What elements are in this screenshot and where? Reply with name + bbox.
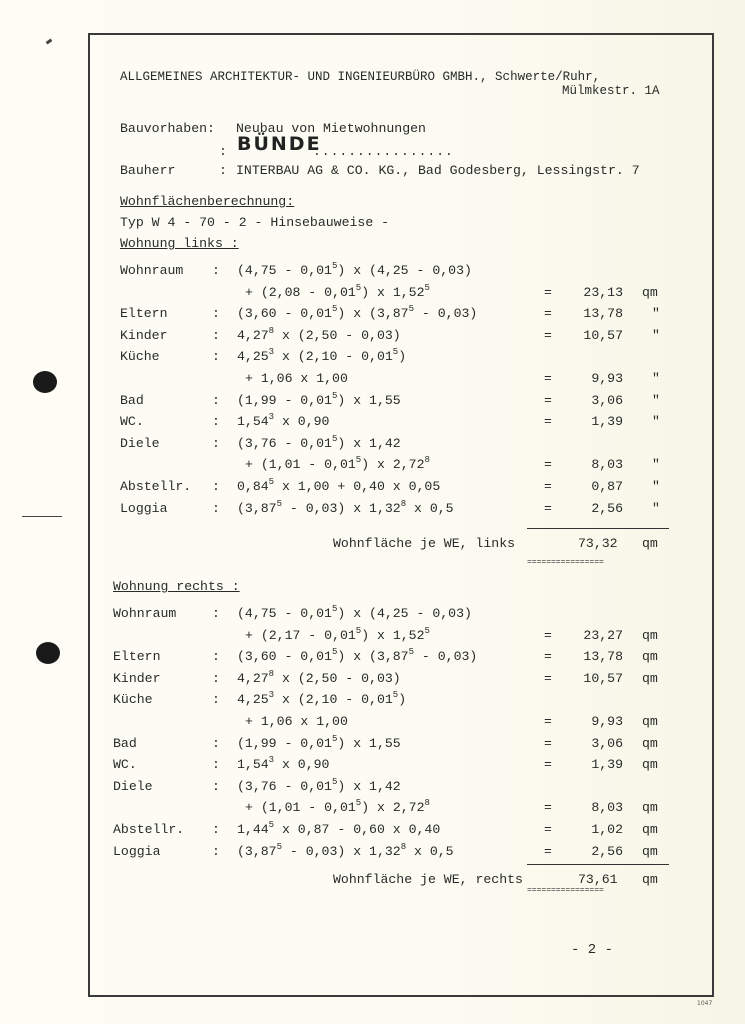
equals-sign: = <box>544 757 552 773</box>
formula <box>237 649 477 665</box>
formula-part: ) <box>398 349 407 365</box>
row-colon: : <box>212 606 220 621</box>
equals-sign: = <box>544 714 552 729</box>
rechts-double-underline: ================ <box>527 886 604 895</box>
area-unit: " <box>652 479 660 494</box>
formula-part: 1,54 <box>237 757 269 773</box>
formula-part: (1,99 - 0,01 <box>237 735 332 751</box>
formula-part: ) x 2,72 <box>361 457 425 473</box>
formula-part: (4,75 - 0,01 <box>237 606 332 621</box>
formula-part: + (2,17 - 0,01 <box>245 627 356 643</box>
area-unit: qm <box>642 649 658 665</box>
formula-part: ) x 1,42 <box>337 435 401 451</box>
formula <box>237 776 401 795</box>
formula-superscript: 5 <box>331 733 338 744</box>
area-unit: " <box>652 306 660 322</box>
formula-part: x (2,50 - 0,03) <box>274 670 401 686</box>
rechts-total-unit: qm <box>642 872 658 887</box>
equals-sign: = <box>544 822 552 837</box>
place-dots: ................ <box>313 144 454 159</box>
formula-part: ) x (4,25 - 0,03) <box>337 606 472 621</box>
formula-part: ) x 1,52 <box>361 284 425 300</box>
rechts-total-label: Wohnfläche je WE, rechts <box>333 872 523 887</box>
formula-part: x 0,5 <box>406 843 454 859</box>
area-value: 10,57 <box>583 670 623 686</box>
formula <box>245 625 430 644</box>
formula-superscript: 5 <box>276 841 282 852</box>
formula-superscript: 5 <box>408 647 415 658</box>
formula-part: 0,84 <box>237 479 269 494</box>
area-value: 3,06 <box>591 392 623 408</box>
area-unit: qm <box>642 284 658 300</box>
row-colon: : <box>212 414 220 430</box>
links-double-underline: ================ <box>527 558 604 567</box>
formula-part: (1,99 - 0,01 <box>237 392 332 408</box>
area-unit: qm <box>642 843 658 859</box>
punch-hole-top <box>33 371 57 393</box>
formula-superscript: 5 <box>268 820 275 830</box>
formula-part: - 0,03) <box>414 306 478 322</box>
room-name: Loggia <box>113 843 161 859</box>
fold-mark <box>22 516 62 517</box>
formula-superscript: 5 <box>331 304 338 315</box>
row-colon: : <box>212 327 220 343</box>
room-name: Loggia <box>120 500 168 516</box>
area-value: 23,27 <box>583 627 623 643</box>
formula-part: x (2,10 - 0,01 <box>274 692 393 708</box>
punch-hole-bottom <box>36 642 60 664</box>
formula-part: ) x 1,42 <box>337 778 401 794</box>
formula <box>237 841 454 860</box>
area-value: 0,87 <box>591 479 623 494</box>
formula-part: 1,54 <box>237 414 269 430</box>
area-value: 2,56 <box>591 843 623 859</box>
room-name: Eltern <box>113 649 161 665</box>
area-value: 9,93 <box>591 714 623 729</box>
rechts-total-value: 73,61 <box>578 872 618 887</box>
row-colon: : <box>212 822 220 837</box>
equals-sign: = <box>544 371 552 386</box>
row-colon: : <box>212 479 220 494</box>
room-name: Abstellr. <box>113 822 185 837</box>
area-unit: qm <box>642 800 658 816</box>
formula-superscript: 5 <box>392 690 399 701</box>
formula <box>237 692 406 708</box>
bauherr-colon: : <box>219 163 227 178</box>
room-name: Küche <box>113 692 153 708</box>
equals-sign: = <box>544 500 552 516</box>
formula-part: x 0,5 <box>406 500 454 516</box>
room-name: Bad <box>120 392 144 408</box>
formula <box>245 457 430 473</box>
place-handwritten: BÜNDE <box>237 133 322 155</box>
rechts-title: Wohnung rechts : <box>113 579 240 594</box>
formula <box>237 498 454 517</box>
formula-part: ) x 1,55 <box>337 392 401 408</box>
area-unit: " <box>652 327 660 343</box>
area-unit: qm <box>642 627 658 643</box>
area-unit: qm <box>642 670 658 686</box>
formula-part: ) x 2,72 <box>361 800 425 816</box>
formula-part: - 0,03) x 1,32 <box>281 843 401 859</box>
formula-superscript: 8 <box>400 498 407 509</box>
formula-superscript: 8 <box>424 455 430 466</box>
formula-superscript: 5 <box>408 304 415 315</box>
formula-superscript: 8 <box>400 841 407 852</box>
equals-sign: = <box>544 327 552 343</box>
formula <box>237 733 401 752</box>
place-colon: : <box>219 144 227 159</box>
calc-title: Wohnflächenberechnung: <box>120 194 295 209</box>
formula-part: - 0,03) <box>414 649 478 665</box>
area-unit: qm <box>642 757 658 773</box>
formula-part: x (2,50 - 0,03) <box>274 327 401 343</box>
formula-superscript: 8 <box>424 798 430 809</box>
formula-superscript: 5 <box>276 498 282 509</box>
area-value: 2,56 <box>591 500 623 516</box>
formula-part: ) x (3,87 <box>337 306 409 322</box>
formula-part: 4,25 <box>237 692 269 708</box>
area-unit: qm <box>642 714 658 729</box>
equals-sign: = <box>544 649 552 665</box>
formula-superscript: 3 <box>268 412 275 423</box>
formula-part: (3,76 - 0,01 <box>237 435 332 451</box>
area-unit: " <box>652 500 660 516</box>
formula <box>237 390 401 409</box>
equals-sign: = <box>544 457 552 473</box>
room-name: Küche <box>120 349 160 365</box>
formula <box>237 306 477 322</box>
room-name: Wohnraum <box>120 263 184 278</box>
links-total-value: 73,32 <box>578 536 618 551</box>
rechts-sum-line <box>527 864 669 865</box>
row-colon: : <box>212 757 220 773</box>
formula-superscript: 5 <box>331 433 338 444</box>
formula-part: + (2,08 - 0,01 <box>245 284 356 300</box>
row-colon: : <box>212 735 220 751</box>
company-address: Mülmkestr. 1A <box>562 84 660 98</box>
formula-superscript: 3 <box>268 347 275 358</box>
area-value: 13,78 <box>583 306 623 322</box>
formula-superscript: 5 <box>424 282 430 293</box>
formula-superscript: 5 <box>424 625 430 636</box>
formula <box>245 282 430 301</box>
bauherr-value: INTERBAU AG & CO. KG., Bad Godesberg, Lessingstr. 7 <box>236 163 640 178</box>
formula-superscript: 8 <box>268 325 275 336</box>
formula-part: + 1,06 x 1,00 <box>245 371 348 386</box>
row-colon: : <box>212 778 220 794</box>
bauvorhaben-value: Neubau von Mietwohnungen <box>236 121 426 136</box>
formula-superscript: 5 <box>355 625 362 636</box>
area-unit: " <box>652 371 660 386</box>
equals-sign: = <box>544 414 552 430</box>
room-name: WC. <box>120 414 144 430</box>
area-value: 1,39 <box>591 414 623 430</box>
area-value: 23,13 <box>583 284 623 300</box>
room-name: Kinder <box>120 327 168 343</box>
row-colon: : <box>212 649 220 665</box>
links-title: Wohnung links : <box>120 236 239 251</box>
area-value: 13,78 <box>583 649 623 665</box>
formula <box>237 414 329 430</box>
equals-sign: = <box>544 306 552 322</box>
area-unit: " <box>652 414 660 430</box>
formula <box>237 757 329 773</box>
formula-part: ) x 1,55 <box>337 735 401 751</box>
formula <box>237 325 401 344</box>
room-name: Bad <box>113 735 137 751</box>
formula-superscript: 8 <box>268 668 275 679</box>
equals-sign: = <box>544 627 552 643</box>
row-colon: : <box>212 306 220 322</box>
links-total-label: Wohnfläche je WE, links <box>333 536 516 551</box>
equals-sign: = <box>544 800 552 816</box>
row-colon: : <box>212 500 220 516</box>
formula-part: + 1,06 x 1,00 <box>245 714 348 729</box>
formula-part: 1,44 <box>237 822 269 837</box>
formula <box>237 822 440 838</box>
formula-part: ) x 1,52 <box>361 627 425 643</box>
equals-sign: = <box>544 735 552 751</box>
room-name: Kinder <box>113 670 161 686</box>
formula-part: x 0,90 <box>274 757 330 773</box>
equals-sign: = <box>544 392 552 408</box>
formula-part: 4,27 <box>237 327 269 343</box>
area-value: 1,39 <box>591 757 623 773</box>
formula-part: (4,75 - 0,01 <box>237 263 332 278</box>
room-name: WC. <box>113 757 137 773</box>
formula <box>245 800 430 816</box>
equals-sign: = <box>544 284 552 300</box>
formula-part: ) x (3,87 <box>337 649 409 665</box>
room-name: Wohnraum <box>113 606 177 621</box>
type-line: Typ W 4 - 70 - 2 - Hinsebauweise - <box>120 215 390 230</box>
row-colon: : <box>212 843 220 859</box>
formula <box>237 433 401 452</box>
equals-sign: = <box>544 479 552 494</box>
room-name: Abstellr. <box>120 479 192 494</box>
formula-part: - 0,03) x 1,32 <box>281 500 401 516</box>
area-unit: qm <box>642 822 658 837</box>
formula-part: (3,60 - 0,01 <box>237 306 332 322</box>
formula-superscript: 5 <box>392 347 399 358</box>
formula <box>245 371 348 387</box>
area-value: 8,03 <box>591 457 623 473</box>
equals-sign: = <box>544 670 552 686</box>
formula-superscript: 5 <box>331 261 338 271</box>
formula-superscript: 5 <box>331 647 338 658</box>
formula-superscript: 5 <box>331 776 338 787</box>
links-total-unit: qm <box>642 536 658 551</box>
formula <box>237 479 440 495</box>
links-sum-line <box>527 528 669 529</box>
room-name: Eltern <box>120 306 168 322</box>
corner-mark: 1047 <box>697 1000 713 1007</box>
area-value: 9,93 <box>591 371 623 386</box>
formula-part: x (2,10 - 0,01 <box>274 349 393 365</box>
formula <box>237 668 401 687</box>
area-unit: " <box>652 392 660 408</box>
formula-superscript: 5 <box>355 282 362 293</box>
area-unit: " <box>652 457 660 473</box>
row-colon: : <box>212 670 220 686</box>
formula-superscript: 3 <box>268 755 275 766</box>
formula-part: 4,25 <box>237 349 269 365</box>
formula-superscript: 5 <box>355 455 362 466</box>
formula-part: 4,27 <box>237 670 269 686</box>
formula-part: (3,87 <box>237 843 277 859</box>
formula <box>237 263 472 279</box>
area-value: 3,06 <box>591 735 623 751</box>
formula-part: x 0,90 <box>274 414 330 430</box>
formula <box>237 349 406 365</box>
formula-part: (3,76 - 0,01 <box>237 778 332 794</box>
equals-sign: = <box>544 843 552 859</box>
formula-part: + (1,01 - 0,01 <box>245 800 356 816</box>
company-name: ALLGEMEINES ARCHITEKTUR- UND INGENIEURBÜRO GMBH., Schwerte/Ruhr, <box>120 70 601 84</box>
bauvorhaben-label: Bauvorhaben: <box>120 121 215 136</box>
row-colon: : <box>212 392 220 408</box>
formula-part: x 0,87 - 0,60 x 0,40 <box>274 822 441 837</box>
formula-part: + (1,01 - 0,01 <box>245 457 356 473</box>
formula-part: (3,60 - 0,01 <box>237 649 332 665</box>
room-name: Diele <box>113 778 153 794</box>
area-value: 8,03 <box>591 800 623 816</box>
row-colon: : <box>212 435 220 451</box>
formula-part: ) <box>398 692 407 708</box>
bauherr-label: Bauherr <box>120 163 176 178</box>
formula-part: (3,87 <box>237 500 277 516</box>
row-colon: : <box>212 263 220 278</box>
formula <box>237 606 472 622</box>
row-colon: : <box>212 349 220 365</box>
formula-superscript: 5 <box>331 604 338 614</box>
formula-part: x 1,00 + 0,40 x 0,05 <box>274 479 441 494</box>
row-colon: : <box>212 692 220 708</box>
area-unit: qm <box>642 735 658 751</box>
formula-part: ) x (4,25 - 0,03) <box>337 263 472 278</box>
area-value: 10,57 <box>583 327 623 343</box>
area-value: 1,02 <box>591 822 623 837</box>
formula-superscript: 5 <box>331 390 338 401</box>
page-number: - 2 - <box>571 942 614 958</box>
room-name: Diele <box>120 435 160 451</box>
formula-superscript: 5 <box>268 477 275 487</box>
formula-superscript: 3 <box>268 690 275 701</box>
formula-superscript: 5 <box>355 798 362 809</box>
formula <box>245 714 348 730</box>
